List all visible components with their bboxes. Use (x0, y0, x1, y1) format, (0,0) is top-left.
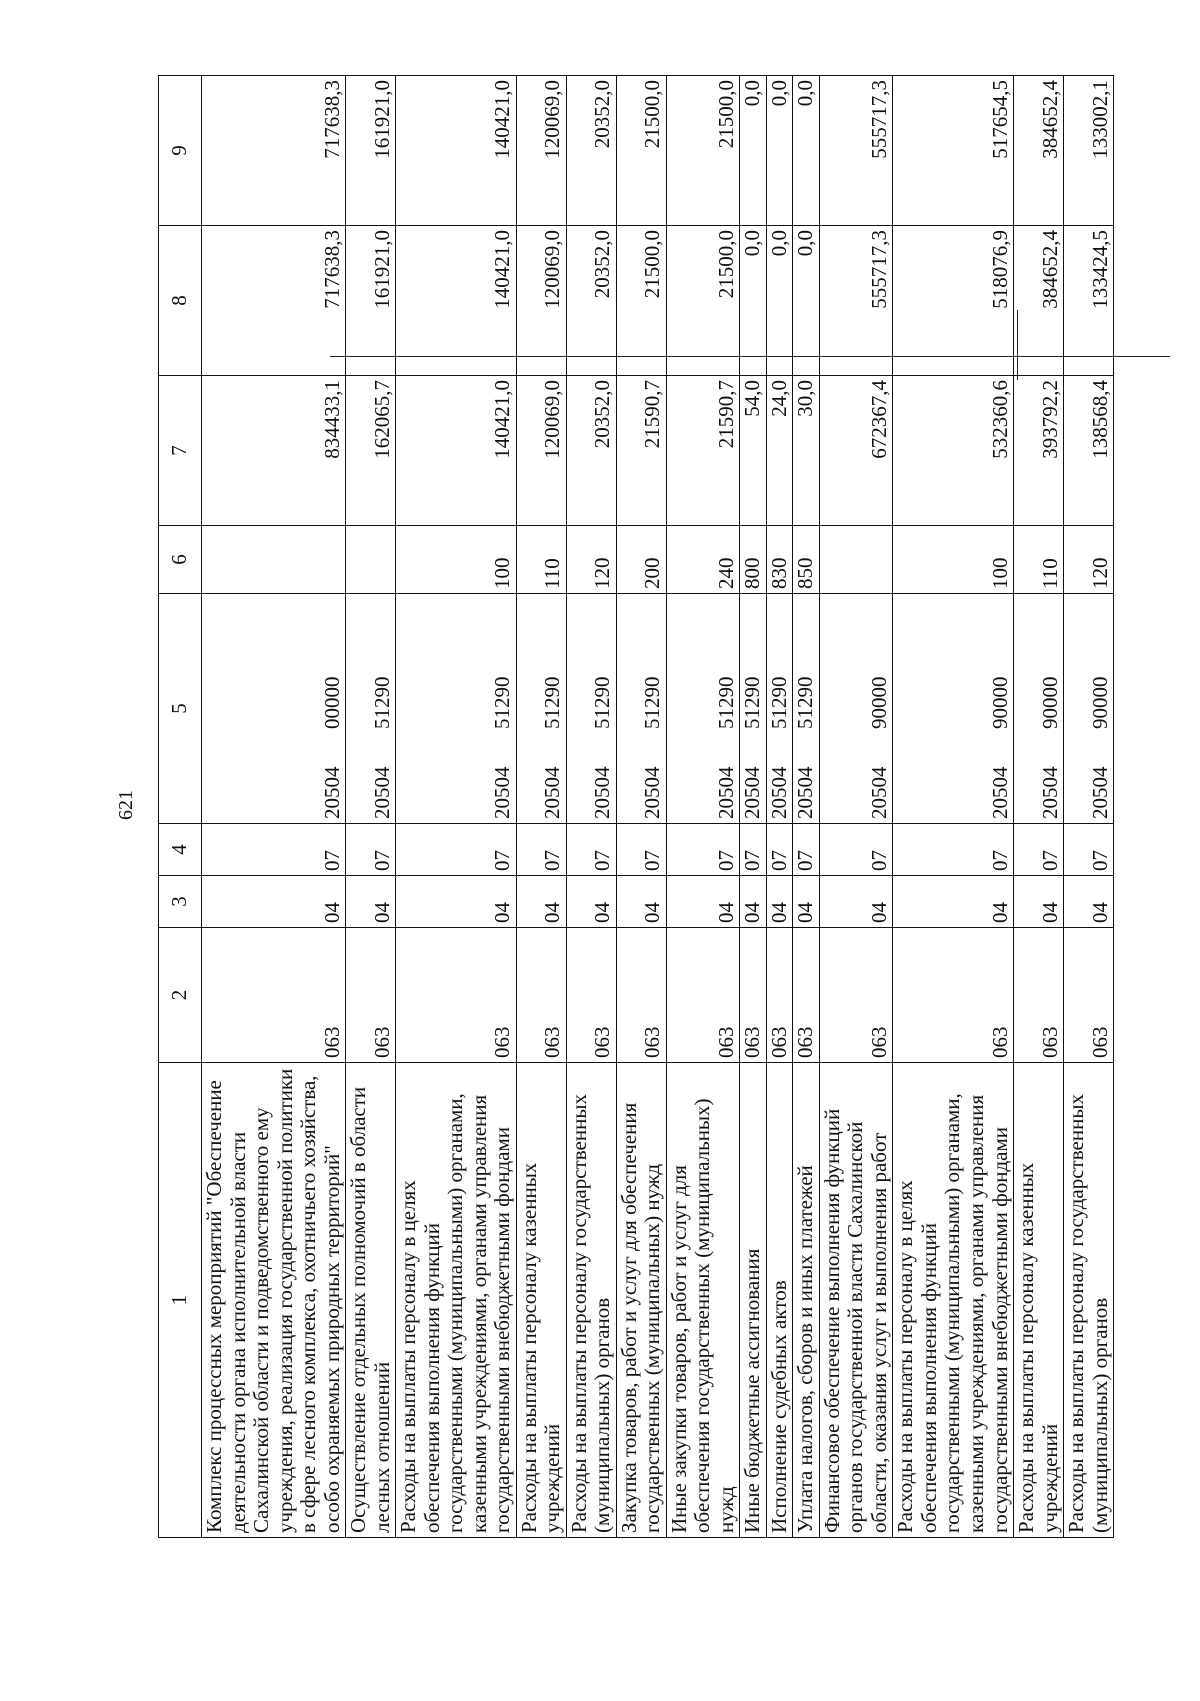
cell-amount-col8: 518076,9 (893, 226, 1014, 376)
cell-ministry-code: 063 (566, 928, 616, 1063)
col-header: 4 (159, 824, 202, 876)
target-article-direction: 90000 (866, 676, 891, 729)
cell-amount-col9: 0,0 (793, 76, 820, 226)
cell-amount-col9: 161921,0 (346, 76, 396, 226)
col-header: 9 (159, 76, 202, 226)
cell-ministry-code: 063 (396, 928, 517, 1063)
cell-amount-col9: 555717,3 (819, 76, 893, 226)
target-article-program: 20504 (540, 766, 565, 819)
cell-section: 04 (616, 876, 666, 928)
cell-section: 04 (1014, 876, 1064, 928)
table-row (516, 76, 566, 1538)
col-header: 3 (159, 876, 202, 928)
cell-amount-col7: 21590,7 (666, 376, 740, 526)
cell-ministry-code: 063 (1064, 928, 1114, 1063)
target-article-program: 20504 (640, 766, 665, 819)
cell-ministry-code: 063 (516, 928, 566, 1063)
cell-amount-col8: 717638,3 (202, 226, 346, 376)
table-row (1064, 76, 1114, 1538)
table-row (893, 76, 1014, 1538)
cell-description: Уплата налогов, сборов и иных платежей (793, 1063, 820, 1538)
cell-amount-col9: 133002,1 (1064, 76, 1114, 226)
cell-section: 04 (202, 876, 346, 928)
cell-amount-col9: 384652,4 (1014, 76, 1064, 226)
cell-section: 04 (346, 876, 396, 928)
cell-expense-type: 100 (396, 526, 517, 594)
cell-subsection: 07 (819, 824, 893, 876)
cell-target-article (566, 594, 616, 824)
cell-expense-type (202, 526, 346, 594)
cell-amount-col8: 384652,4 (1014, 226, 1064, 376)
table-row (666, 76, 740, 1538)
cell-subsection: 07 (616, 824, 666, 876)
target-article-program: 20504 (369, 766, 394, 819)
target-article-program: 20504 (987, 766, 1012, 819)
col-header: 5 (159, 594, 202, 824)
cell-amount-col8: 20352,0 (566, 226, 616, 376)
cell-section: 04 (766, 876, 793, 928)
target-article-direction: 51290 (793, 676, 818, 729)
cell-amount-col7: 138568,4 (1064, 376, 1114, 526)
cell-amount-col9: 517654,5 (893, 76, 1014, 226)
cell-amount-col8: 21500,0 (666, 226, 740, 376)
cell-amount-col9: 0,0 (740, 76, 767, 226)
table-row (793, 76, 820, 1538)
cell-description: Комплекс процессных мероприятий "Обеспечение деятельности органа исполнительной власти Сахалинской области и подведомственного ему учреждения, реализация государственной политики в сфере лесного комплекса, охотничьего хозяйства, особо охраняемых природных территорий" (202, 1063, 346, 1538)
cell-description: Иные бюджетные ассигнования (740, 1063, 767, 1538)
cell-ministry-code: 063 (819, 928, 893, 1063)
header-row (159, 76, 202, 1538)
cell-description: Иные закупки товаров, работ и услуг для обеспечения государственных (муниципальных) нужд (666, 1063, 740, 1538)
col-header: 2 (159, 928, 202, 1063)
cell-description: Исполнение судебных актов (766, 1063, 793, 1538)
cell-target-article (202, 594, 346, 824)
cell-description: Расходы на выплаты персоналу в целях обеспечения выполнения функций государственными (муниципальными) органами, казенными учреждениями, органами управления государственными внебюджетными фондами (396, 1063, 517, 1538)
cell-amount-col7: 532360,6 (893, 376, 1014, 526)
cell-section: 04 (396, 876, 517, 928)
cell-amount-col7: 393792,2 (1014, 376, 1064, 526)
cell-amount-col9: 21500,0 (666, 76, 740, 226)
col-header: 1 (159, 1063, 202, 1538)
cell-expense-type: 110 (1014, 526, 1064, 594)
target-article-program: 20504 (490, 766, 515, 819)
table-row (616, 76, 666, 1538)
cell-amount-col7: 120069,0 (516, 376, 566, 526)
cell-ministry-code: 063 (740, 928, 767, 1063)
col-header: 8 (159, 226, 202, 376)
col-header: 7 (159, 376, 202, 526)
cell-description: Закупка товаров, работ и услуг для обеспечения государственных (муниципальных) нужд (616, 1063, 666, 1538)
cell-amount-col7: 54,0 (740, 376, 767, 526)
target-article-direction: 00000 (319, 676, 344, 729)
cell-target-article (793, 594, 820, 824)
cell-target-article (819, 594, 893, 824)
table-row (202, 76, 346, 1538)
cell-amount-col7: 672367,4 (819, 376, 893, 526)
cell-section: 04 (819, 876, 893, 928)
cell-amount-col9: 717638,3 (202, 76, 346, 226)
table-row (766, 76, 793, 1538)
target-article-direction: 51290 (369, 676, 394, 729)
cell-amount-col8: 0,0 (740, 226, 767, 376)
cell-section: 04 (1064, 876, 1114, 928)
target-article-direction: 90000 (1037, 676, 1062, 729)
cell-amount-col7: 24,0 (766, 376, 793, 526)
cell-subsection: 07 (566, 824, 616, 876)
cell-target-article (1014, 594, 1064, 824)
cell-target-article (893, 594, 1014, 824)
cell-section: 04 (793, 876, 820, 928)
cell-description: Расходы на выплаты персоналу казенных учреждений (516, 1063, 566, 1538)
cell-expense-type: 200 (616, 526, 666, 594)
cell-amount-col8: 120069,0 (516, 226, 566, 376)
page-number: 621 (115, 790, 137, 820)
cell-section: 04 (893, 876, 1014, 928)
cell-expense-type: 120 (566, 526, 616, 594)
cell-expense-type (346, 526, 396, 594)
cell-description: Расходы на выплаты персоналу государственных (муниципальных) органов (1064, 1063, 1114, 1538)
target-article-direction: 51290 (490, 676, 515, 729)
table-row (819, 76, 893, 1538)
cell-target-article (516, 594, 566, 824)
cell-subsection: 07 (1064, 824, 1114, 876)
budget-table (158, 75, 1114, 1538)
cell-expense-type: 110 (516, 526, 566, 594)
cell-subsection: 07 (666, 824, 740, 876)
cell-description: Расходы на выплаты персоналу казенных учреждений (1014, 1063, 1064, 1538)
target-article-program: 20504 (319, 766, 344, 819)
cell-amount-col7: 30,0 (793, 376, 820, 526)
cell-amount-col8: 555717,3 (819, 226, 893, 376)
cell-target-article (1064, 594, 1114, 824)
cell-amount-col9: 20352,0 (566, 76, 616, 226)
cell-amount-col8: 133424,5 (1064, 226, 1114, 376)
cell-ministry-code: 063 (893, 928, 1014, 1063)
cell-amount-col7: 20352,0 (566, 376, 616, 526)
table-row (396, 76, 517, 1538)
cell-target-article (766, 594, 793, 824)
cell-subsection: 07 (1014, 824, 1064, 876)
cell-subsection: 07 (202, 824, 346, 876)
target-article-program: 20504 (1087, 766, 1112, 819)
cell-amount-col7: 140421,0 (396, 376, 517, 526)
cell-ministry-code: 063 (793, 928, 820, 1063)
table-row (566, 76, 616, 1538)
cell-ministry-code: 063 (616, 928, 666, 1063)
cell-amount-col8: 21500,0 (616, 226, 666, 376)
target-article-direction: 51290 (540, 676, 565, 729)
cell-amount-col9: 21500,0 (616, 76, 666, 226)
cell-subsection: 07 (516, 824, 566, 876)
cell-subsection: 07 (346, 824, 396, 876)
cell-amount-col9: 0,0 (766, 76, 793, 226)
target-article-program: 20504 (590, 766, 615, 819)
target-article-direction: 90000 (1087, 676, 1112, 729)
cell-section: 04 (566, 876, 616, 928)
cell-amount-col9: 140421,0 (396, 76, 517, 226)
cell-target-article (346, 594, 396, 824)
cell-amount-col7: 162065,7 (346, 376, 396, 526)
target-article-direction: 51290 (590, 676, 615, 729)
cell-amount-col8: 161921,0 (346, 226, 396, 376)
cell-expense-type (819, 526, 893, 594)
cell-expense-type: 850 (793, 526, 820, 594)
target-article-program: 20504 (866, 766, 891, 819)
cell-expense-type: 800 (740, 526, 767, 594)
cell-ministry-code: 063 (666, 928, 740, 1063)
table-row (740, 76, 767, 1538)
cell-subsection: 07 (396, 824, 517, 876)
table-row (1014, 76, 1064, 1538)
cell-amount-col8: 0,0 (766, 226, 793, 376)
cell-description: Расходы на выплаты персоналу государственных (муниципальных) органов (566, 1063, 616, 1538)
cell-expense-type: 240 (666, 526, 740, 594)
cell-subsection: 07 (793, 824, 820, 876)
cell-ministry-code: 063 (346, 928, 396, 1063)
cell-section: 04 (740, 876, 767, 928)
target-article-direction: 51290 (713, 676, 738, 729)
cell-subsection: 07 (893, 824, 1014, 876)
target-article-direction: 90000 (987, 676, 1012, 729)
col-header: 6 (159, 526, 202, 594)
cell-subsection: 07 (740, 824, 767, 876)
cell-amount-col8: 0,0 (793, 226, 820, 376)
cell-expense-type: 120 (1064, 526, 1114, 594)
target-article-direction: 51290 (766, 676, 791, 729)
cell-ministry-code: 063 (766, 928, 793, 1063)
cell-target-article (740, 594, 767, 824)
cell-target-article (666, 594, 740, 824)
cell-target-article (396, 594, 517, 824)
target-article-program: 20504 (713, 766, 738, 819)
cell-expense-type: 830 (766, 526, 793, 594)
cell-description: Расходы на выплаты персоналу в целях обеспечения выполнения функций государственными (муниципальными) органами, казенными учреждениями, органами управления государственными внебюджетными фондами (893, 1063, 1014, 1538)
cell-expense-type: 100 (893, 526, 1014, 594)
cell-amount-col9: 120069,0 (516, 76, 566, 226)
cell-section: 04 (516, 876, 566, 928)
target-article-program: 20504 (766, 766, 791, 819)
cell-amount-col8: 140421,0 (396, 226, 517, 376)
target-article-program: 20504 (793, 766, 818, 819)
cell-subsection: 07 (766, 824, 793, 876)
rotated-content (90, 60, 1180, 1550)
cell-ministry-code: 063 (202, 928, 346, 1063)
cell-target-article (616, 594, 666, 824)
target-article-program: 20504 (740, 766, 765, 819)
cell-section: 04 (666, 876, 740, 928)
cell-amount-col7: 834433,1 (202, 376, 346, 526)
cell-description: Финансовое обеспечение выполнения функций органов государственной власти Сахалинской области, оказания услуг и выполнения работ (819, 1063, 893, 1538)
target-article-direction: 51290 (640, 676, 665, 729)
target-article-program: 20504 (1037, 766, 1062, 819)
cell-ministry-code: 063 (1014, 928, 1064, 1063)
cell-description: Осуществление отдельных полномочий в области лесных отношений (346, 1063, 396, 1538)
target-article-direction: 51290 (740, 676, 765, 729)
cell-amount-col7: 21590,7 (616, 376, 666, 526)
table-row (346, 76, 396, 1538)
